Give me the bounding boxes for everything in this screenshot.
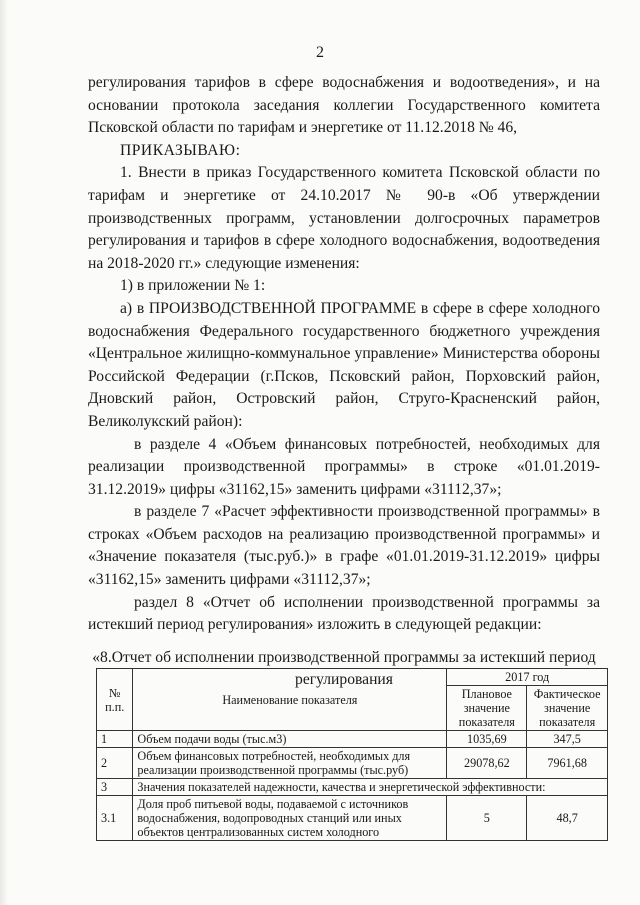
- table-row: [97, 779, 608, 796]
- table-header-row: [97, 669, 608, 686]
- paragraph-intro: регулирования тарифов в сфере водоснабжения и водоотведения», и на основании протокола заседания коллегии Государственного комитета Псковской области по тарифам и энергетике от 11.12.2018 № 46,: [88, 74, 600, 137]
- row-num: 3.1: [97, 796, 133, 841]
- row-num: 3: [97, 779, 133, 796]
- row-num: 1: [97, 731, 133, 748]
- row-plan: 29078,62: [447, 748, 527, 779]
- scan-edge: [0, 0, 8, 905]
- document-body: [88, 72, 600, 691]
- row-plan: 5: [447, 796, 527, 841]
- row-num: 2: [97, 748, 133, 779]
- row-name: Объем подачи воды (тыс.м3): [133, 731, 447, 748]
- table-row: [97, 748, 608, 779]
- paragraph-section-7: в разделе 7 «Расчет эффективности производственной программы» в строках «Объем расходов на реализацию производственной программы» и «Значение показателя (тыс.руб.)» в графе «01.01.2019-31.12.2019» цифры «31162,15» заменить цифрами «31112,37»;: [88, 503, 600, 589]
- row-name: Доля проб питьевой воды, подаваемой с источников водоснабжения, водопроводных станций или иных объектов централизованных систем холодного: [133, 796, 447, 841]
- row-fact: 48,7: [527, 796, 608, 841]
- row-plan: 1035,69: [447, 731, 527, 748]
- report-table: [96, 668, 608, 841]
- order-heading: ПРИКАЗЫВАЮ:: [120, 141, 241, 159]
- paragraph-subitem-1: 1) в приложении № 1:: [120, 277, 266, 295]
- header-name: Наименование показателя: [133, 669, 447, 731]
- paragraph-section-8: раздел 8 «Отчет об исполнении производственной программы за истекший период регулирования» изложить в следующей редакции:: [88, 593, 600, 634]
- table-row: [97, 731, 608, 748]
- header-plan: Плановое значение показателя: [447, 686, 527, 731]
- row-fact: 347,5: [527, 731, 608, 748]
- row-name: Значения показателей надежности, качества и энергетической эффективности:: [133, 779, 608, 796]
- header-num: № п.п.: [97, 669, 133, 731]
- row-fact: 7961,68: [527, 748, 608, 779]
- page-number: 2: [316, 44, 324, 61]
- table-row: [97, 796, 608, 841]
- paragraph-section-4: в разделе 4 «Объем финансовых потребностей, необходимых для реализации производственной программы» в строке «01.01.2019-31.12.2019» цифры «31162,15» заменить цифрами «31112,37»;: [88, 435, 600, 498]
- header-year: 2017 год: [447, 669, 608, 686]
- row-name: Объем финансовых потребностей, необходимых для реализации производственной программы (тыс.руб): [133, 748, 447, 779]
- header-fact: Фактическое значение показателя: [527, 686, 608, 731]
- paragraph-subitem-a: а) в ПРОИЗВОДСТВЕННОЙ ПРОГРАММЕ в сфере в сфере холодного водоснабжения Федерального государственного бюджетного учреждения «Центральное жилищно-коммунальное управление» Министерства обороны Российской Федерации (г.Псков, Псковский район, Порховский район, Дновский район, Островский район, Струго-Красненский район, Великолукский район):: [88, 299, 600, 430]
- table-caption: «8.Отчет об исполнении производственной программы за истекший период регулирования: [92, 648, 596, 688]
- paragraph-item-1: 1. Внести в приказ Государственного комитета Псковской области по тарифам и энергетике от 24.10.2017 № 90-в «Об утверждении производственных программ, установлении долгосрочных параметров регулирования и тарифов в сфере холодного водоснабжения, водоотведения на 2018-2020 гг.» следующие изменения:: [88, 164, 600, 272]
